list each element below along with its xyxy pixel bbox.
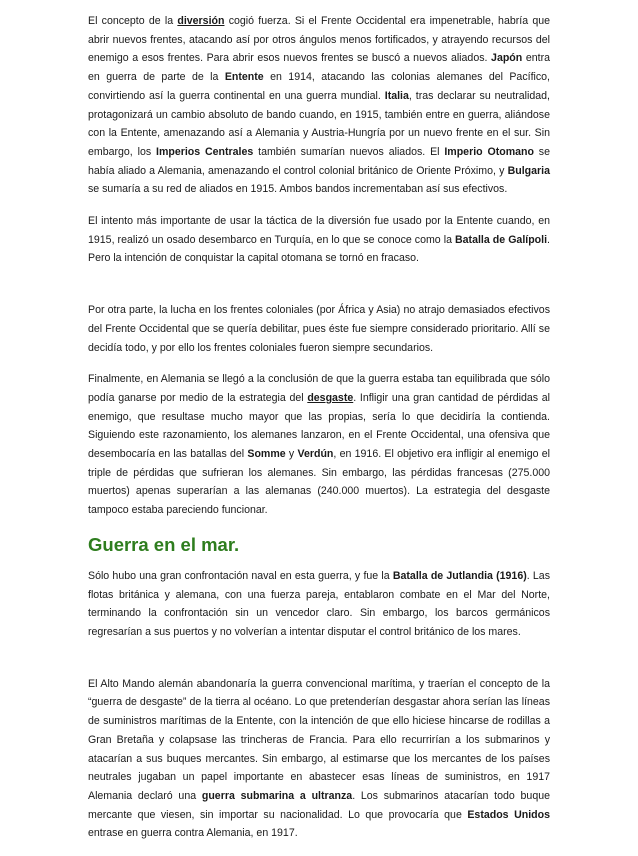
text: se había aliado a Alemania, amenazando el control colonial británico de Oriente Próximo, y [88,145,550,177]
keyword-somme: Somme [247,448,286,461]
text: El intento más importante de usar la táctica de la diversión fue usado por la Entente cuando, en 1915, realizó un osado desembarco en Turquía, en lo que se conoce como la [88,215,550,246]
text: , tras declarar su neutralidad, protagonizará un cambio absoluto de bando cuando, en 1915, también entre en guerra, aliándose con la Entente, amenazando así a Alemania y Austria-Hungría por un nuevo frente en el sur. Sin embargo, los [88,89,551,158]
keyword-entente: Entente [224,71,264,84]
paragraph-jutlandia [88,567,550,642]
paragraph-desgaste [88,370,550,520]
text: y [285,448,298,461]
keyword-verdun: Verdún [297,448,334,461]
section-heading: Guerra en el mar. [88,533,240,555]
keyword-jutlandia: Batalla de Jutlandia (1916) [392,569,527,582]
keyword-desgaste: desgaste [307,391,354,404]
text: Sólo hubo una gran confrontación naval en esta guerra, y fue la [88,569,393,582]
text: Finalmente, en Alemania se llegó a la conclusión de que la guerra estaba tan equilibrada que sólo podía ganarse por medio de la estrategia del [88,373,550,404]
text: se sumaría a su red de aliados en 1915. Ambos bandos incrementaban así sus efectivos. [88,183,508,196]
keyword-diversion: diversión [177,15,225,27]
text: . Los submarinos atacarían todo buque mercante que viesen, sin importar su nacionalidad. Lo que provocaría que [88,789,550,821]
keyword-guerra-submarina: guerra submarina a ultranza [201,789,353,802]
text: entrase en guerra contra Alemania, en 1917. [88,827,298,840]
text: cogió fuerza. Si el Frente Occidental era impenetrable, habría que abrir nuevos frentes, atacando así por otros ángulos menos fortificados, y atrayendo recursos del enemigo a esos frentes. Para abrir esos nuevos frentes se buscó a nuevos aliados. [88,15,550,65]
text: en 1914, atacando las colonias alemanes del Pacífico, convirtiendo así la guerra continental en una guerra mundial. [88,71,550,102]
text: , en 1916. El objetivo era infligir al enemigo el triple de pérdidas que sufrieran los alemanes. Sin embargo, las pérdidas francesas (275.000 muertos) apenas superarían a las alemanas (240.000 muertos). La estrategia del desgaste tampoco estaba pareciendo funcionar. [88,448,550,517]
paragraph-frentes-coloniales [88,301,550,357]
keyword-bulgaria: Bulgaria [507,164,550,177]
paragraph-guerra-submarina [88,675,550,843]
text: . Infligir una gran cantidad de pérdidas al enemigo, que resultase mucho mayor que las propias, sería lo que decidiría la contienda. Siguiendo este razonamiento, los alemanes lanzaron, en el Frente Occidental, una ofensiva que desembocaría en las batallas del [88,391,550,461]
document-page [88,12,550,856]
text: El Alto Mando alemán abandonaría la guerra convencional marítima, y traerían el concepto de la “guerra de desgaste” de la tierra al océano. Lo que pretenderían desgastar ahora serían las líneas de suministros marítimas de la Entente, con la intención de que ello hiciese hincarse de rodillas a Gran Bretaña y colapsase las trincheras de Francia. Para ello recurrirían a los submarinos y atacarían a sus buques mercantes. Sin embargo, al estimarse que los mercantes de los países neutrales jugaban un papel importante en abastecer esas líneas de suministros, en 1917 Alemania declaró una [88,677,550,802]
keyword-imperios-centrales: Imperios Centrales [156,145,254,158]
text: Por otra parte, la lucha en los frentes coloniales (por África y Asia) no atrajo demasiados efectivos del Frente Occidental que se quería debilitar, pues éste fue siempre considerado prioritario. Allí se decidía todo, y por ello los frentes coloniales fueron siempre secundarios. [88,304,550,354]
keyword-imperio-otomano: Imperio Otomano [444,145,534,158]
paragraph-galipoli [88,212,550,268]
text: . Pero la intención de conquistar la capital otomana se tornó en fracaso. [88,233,550,265]
text: El concepto de la [88,15,178,27]
text: también sumarían nuevos aliados. El [253,145,445,158]
keyword-italia: Italia [384,89,409,102]
paragraph-diversion [88,12,550,199]
keyword-estados-unidos: Estados Unidos [467,808,550,821]
text: . Las flotas británica y alemana, con una fuerza pareja, entablaron combate en el Mar del Norte, terminando la confrontación sin un vencedor claro. Sin embargo, los barcos germánicos regresarían a sus puertos y no volverían a intentar disputar el control británico de los mares. [88,569,550,638]
keyword-galipoli: Batalla de Galípoli [455,233,548,246]
text: entra en guerra de parte de la [88,52,550,84]
keyword-japon: Japón [491,52,523,65]
